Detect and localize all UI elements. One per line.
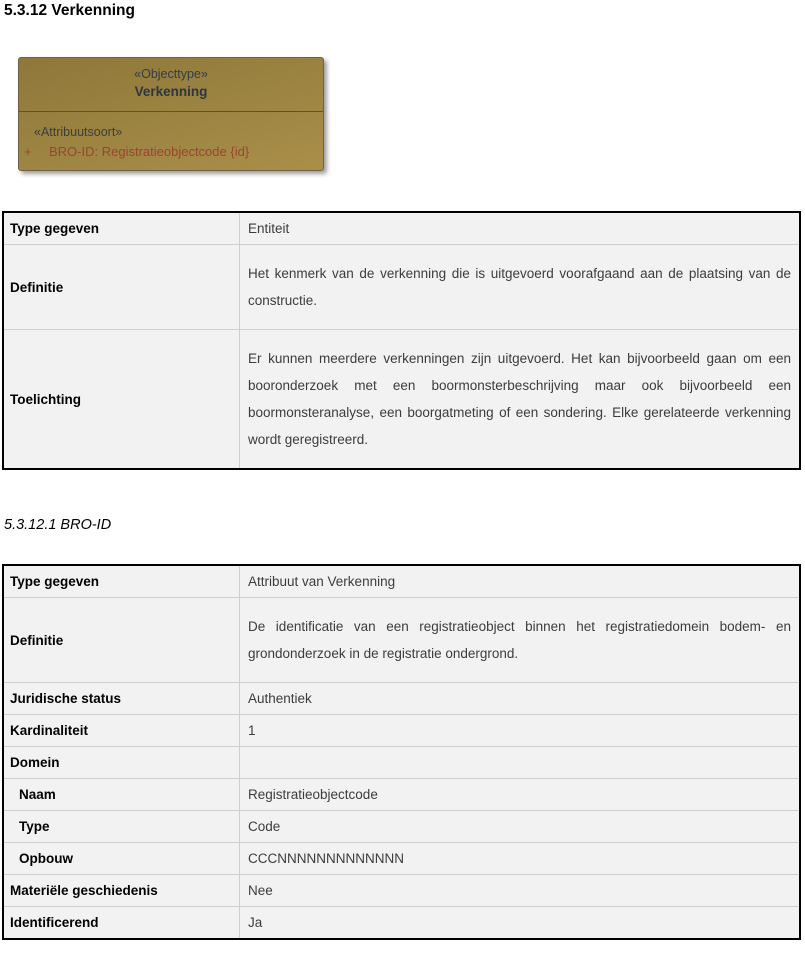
row-label: Toelichting (3, 330, 240, 470)
row-label: Type gegeven (3, 212, 240, 245)
row-label: Type (3, 811, 240, 843)
table-row (3, 811, 800, 843)
uml-class-name: Verkenning (134, 84, 208, 99)
row-value: Attribuut van Verkenning (240, 565, 801, 598)
uml-attribute-stereotype-label: «Attribuutsoort» (34, 125, 123, 139)
row-value: Entiteit (240, 212, 801, 245)
row-value: Er kunnen meerdere verkenningen zijn uitgevoerd. Het kan bijvoorbeeld gaan om een booronderzoek met een boormonsterbeschrijving maar ook bijvoorbeeld een boormonsteranalyse, een boorgatmeting of een sondering. Elke gerelateerde verkenning wordt geregistreerd. (240, 330, 801, 470)
row-value: Authentiek (240, 683, 801, 715)
section-heading: 5.3.12 Verkenning (4, 2, 135, 19)
row-value: Code (240, 811, 801, 843)
row-value: CCCNNNNNNNNNNNNN (240, 843, 801, 875)
table-row (3, 330, 800, 470)
verkenning-spec-table (2, 211, 801, 470)
uml-stereotype-label: «Objecttype» (134, 67, 208, 81)
row-label: Kardinaliteit (3, 715, 240, 747)
table-row (3, 598, 800, 683)
table-row (3, 747, 800, 779)
row-label: Juridische status (3, 683, 240, 715)
table-row (3, 565, 800, 598)
row-value: Ja (240, 907, 801, 940)
uml-attribute-compartment (19, 112, 323, 161)
table-row (3, 779, 800, 811)
row-value: De identificatie van een registratieobject binnen het registratiedomein bodem- en grondonderzoek in de registratie ondergrond. (240, 598, 801, 683)
table-row (3, 245, 800, 330)
uml-class-header (19, 58, 323, 112)
row-label: Type gegeven (3, 565, 240, 598)
row-value: 1 (240, 715, 801, 747)
row-label: Naam (3, 779, 240, 811)
uml-attribute-line (19, 142, 323, 161)
row-value: Het kenmerk van de verkenning die is uitgevoerd voorafgaand aan de plaatsing van de constructie. (240, 245, 801, 330)
table-row (3, 683, 800, 715)
row-value: Registratieobjectcode (240, 779, 801, 811)
row-value: Nee (240, 875, 801, 907)
table-row (3, 212, 800, 245)
row-label: Opbouw (3, 843, 240, 875)
table-row (3, 875, 800, 907)
row-label: Domein (3, 747, 240, 779)
uml-visibility-plus: + (24, 144, 32, 159)
row-label: Materiële geschiedenis (3, 875, 240, 907)
uml-attribute-text: BRO-ID: Registratieobjectcode {id} (49, 144, 250, 159)
row-value (240, 747, 801, 779)
bro-id-spec-table (2, 564, 801, 940)
row-label: Definitie (3, 598, 240, 683)
table-row (3, 907, 800, 940)
uml-class-box (18, 57, 324, 171)
table-row (3, 843, 800, 875)
row-label: Definitie (3, 245, 240, 330)
row-label: Identificerend (3, 907, 240, 940)
subsection-heading: 5.3.12.1 BRO-ID (4, 517, 112, 533)
table-row (3, 715, 800, 747)
